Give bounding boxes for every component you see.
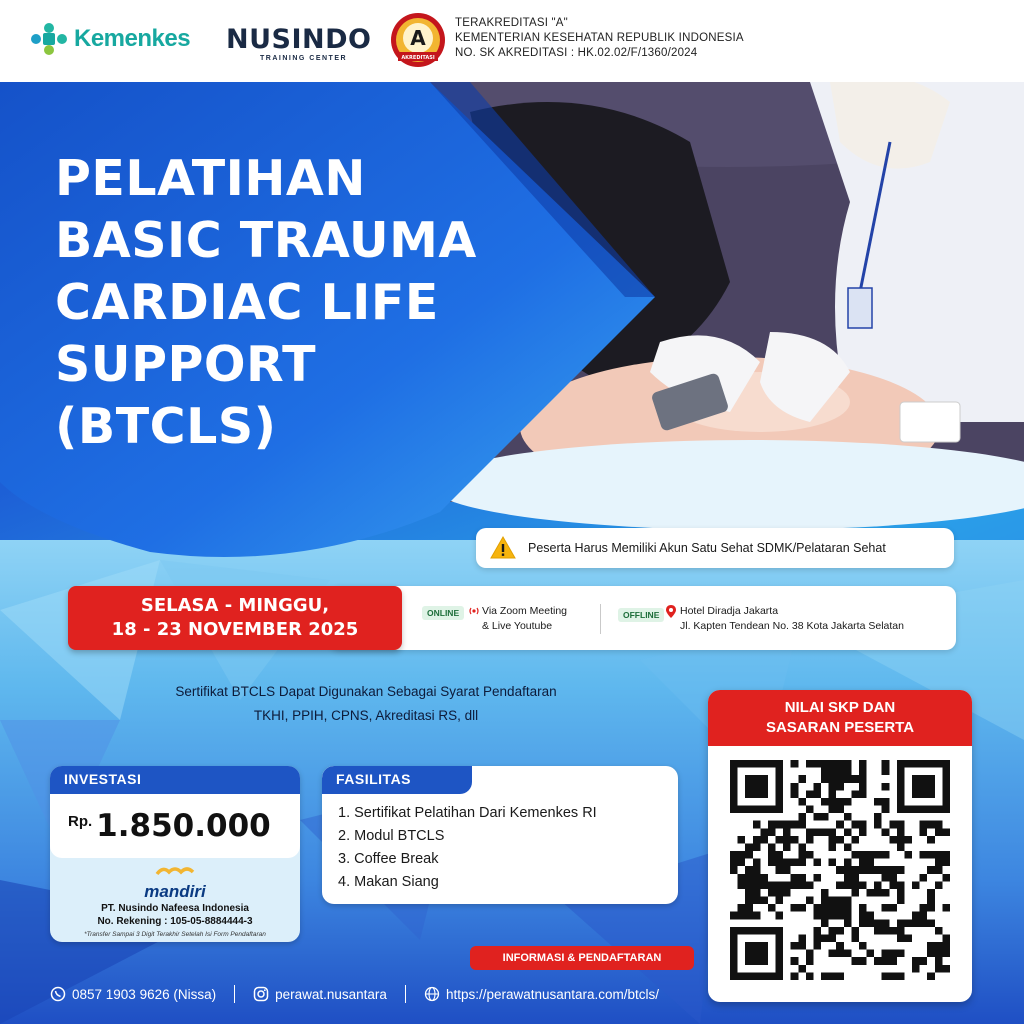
schedule-box [68,586,402,650]
online-line-2: & Live Youtube [482,620,553,632]
account-notice [476,528,954,568]
nusindo-name: NUSINDO [226,24,372,55]
badge-text: AKREDITASI [401,55,435,61]
kemenkes-icon [30,22,68,56]
certificate-note [86,680,646,728]
facilities-card [322,766,678,904]
nusindo-subtitle: TRAINING CENTER [260,55,348,62]
phone-number: 0857 1903 9626 (Nissa) [72,986,217,1002]
online-tag: ONLINE [422,606,464,620]
online-info [482,604,567,634]
bank-info [50,864,300,938]
qr-heading-line-2: SASARAN PESERTA [765,719,915,736]
instagram-icon [253,986,269,1002]
whatsapp-icon [50,986,66,1002]
qr-heading [708,690,972,746]
title-line-2: BASIC TRAUMA [55,212,477,269]
accreditation-badge-icon [390,12,446,68]
footer-phone[interactable] [50,986,216,1002]
qr-modules [730,760,950,980]
accreditation-line-2: KEMENTERIAN KESEHATAN REPUBLIK INDONESIA [455,32,744,44]
location-divider [600,604,601,634]
facility-item: 3. Coffee Break [338,851,439,867]
online-line-1: Via Zoom Meeting [482,605,568,617]
globe-icon [424,986,440,1002]
account-number: No. Rekening : 105-05-8884444-3 [97,916,253,927]
registration-info-button[interactable]: INFORMASI & PENDAFTARAN [470,946,694,970]
facilities-list [322,794,678,894]
location-pin-icon [666,605,676,618]
offline-info [680,604,904,634]
badge-letter: A [410,26,426,50]
nusindo-logo [226,24,371,62]
accreditation-line-1: TERAKREDITASI "A" [455,17,568,29]
accreditation-info [455,16,744,61]
title-line-3: CARDIAC LIFE [55,274,439,331]
investment-price [50,794,300,858]
instagram-handle: perawat.nusantara [275,986,387,1002]
qr-code[interactable] [730,760,950,980]
kemenkes-label: Kemenkes [74,25,191,52]
facilities-heading: FASILITAS [322,766,472,794]
certificate-line-1: Sertifikat BTCLS Dapat Digunakan Sebagai Syarat Pendaftaran [175,684,557,699]
schedule-dates: 18 - 23 NOVEMBER 2025 [111,619,359,640]
facility-item: 4. Makan Siang [338,874,439,890]
footer-website[interactable] [424,986,659,1002]
investment-heading: INVESTASI [50,766,300,794]
warning-icon [490,535,516,561]
kemenkes-logo [30,22,190,56]
footer-instagram[interactable] [253,986,387,1002]
title-line-5: (BTCLS) [55,398,277,455]
footer-separator [234,985,235,1003]
certificate-line-2: TKHI, PPIH, CPNS, Akreditasi RS, dll [253,708,479,723]
currency-label: Rp. [68,812,93,830]
title-line-4: SUPPORT [55,336,317,393]
transfer-note: *Transfer Sampai 3 Digit Terakhir Setelah Isi Form Pendaftaran [84,931,266,938]
offline-line-2: Jl. Kapten Tendean No. 38 Kota Jakarta Selatan [680,620,904,632]
facility-item: 2. Modul BTCLS [338,828,445,844]
website-url: https://perawatnusantara.com/btcls/ [445,986,660,1002]
price-amount: 1.850.000 [96,808,271,844]
notice-text: Peserta Harus Memiliki Akun Satu Sehat SDMK/Pelataran Sehat [528,541,886,555]
accreditation-line-3: NO. SK AKREDITASI : HK.02.02/F/1360/2024 [455,47,698,59]
broadcast-icon [468,606,480,616]
offline-tag: OFFLINE [618,608,664,622]
schedule-days: SELASA - MINGGU, [140,595,330,616]
title-line-1: PELATIHAN [55,150,366,207]
bank-name: mandiri [144,882,206,901]
qr-heading-line-1: NILAI SKP DAN [784,699,896,716]
footer-separator [405,985,406,1003]
facility-item: 1. Sertifikat Pelatihan Dari Kemenkes RI [338,805,597,821]
page-title [55,148,477,458]
account-holder: PT. Nusindo Nafeesa Indonesia [101,903,249,914]
qr-card [708,690,972,1002]
investment-card [50,766,300,942]
footer [50,985,677,1003]
header [0,0,1024,82]
mandiri-wave-icon [155,865,195,877]
offline-line-1: Hotel Diradja Jakarta [680,605,779,617]
